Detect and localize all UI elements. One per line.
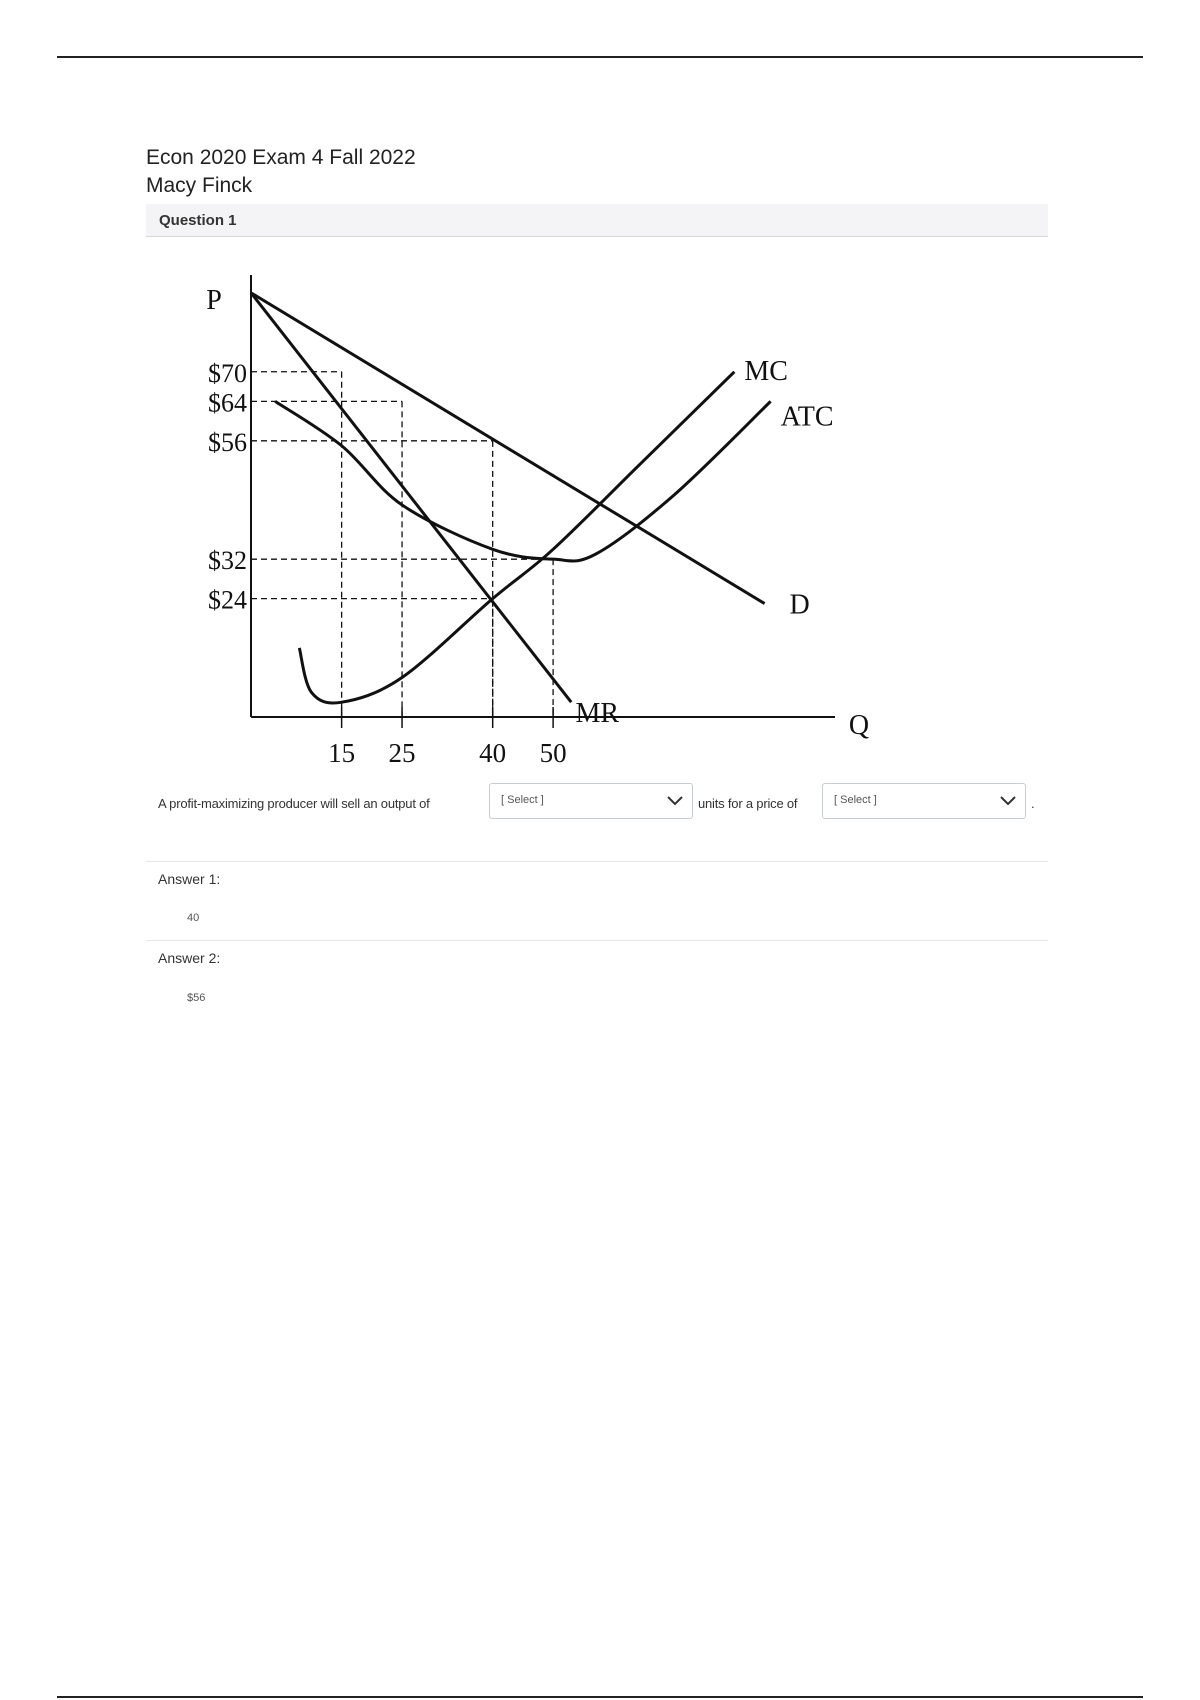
x-tick-label: 25	[388, 738, 416, 768]
y-tick-label: $70	[208, 358, 247, 388]
atc-curve	[275, 401, 770, 561]
guide-lines	[251, 372, 553, 717]
x-tick-label: 15	[328, 738, 356, 768]
axis-labels	[206, 285, 869, 768]
mc-curve	[299, 372, 734, 703]
document-title: Econ 2020 Exam 4 Fall 2022	[146, 146, 416, 169]
chevron-down-icon	[999, 794, 1017, 808]
y-axis-title: P	[206, 285, 222, 316]
x-tick-label: 50	[539, 738, 567, 768]
divider	[146, 861, 1048, 862]
mr-label: MR	[575, 698, 620, 730]
answer-2-label: Answer 2:	[158, 950, 221, 966]
y-tick-label: $24	[208, 585, 247, 615]
question-prompt	[158, 783, 1048, 823]
prompt-text-middle: units for a price of	[698, 796, 798, 811]
prompt-text-before: A profit-maximizing producer will sell an output of	[158, 796, 430, 811]
divider	[146, 940, 1048, 941]
output-select[interactable]	[489, 783, 693, 819]
cost-revenue-graph	[190, 270, 890, 780]
curves	[251, 293, 771, 703]
answer-1-value: 40	[187, 912, 200, 924]
price-select-value: [ Select ]	[834, 794, 877, 806]
axes	[251, 275, 835, 728]
x-axis-title: Q	[848, 710, 870, 741]
price-select[interactable]	[822, 783, 1026, 819]
answer-2-value: $56	[187, 992, 206, 1004]
mr-curve	[251, 293, 571, 702]
question-header-label: Question 1	[159, 212, 237, 229]
output-select-value: [ Select ]	[501, 794, 544, 806]
prompt-text-end: .	[1031, 796, 1035, 811]
y-tick-label: $64	[208, 388, 247, 418]
top-rule	[57, 56, 1143, 58]
document-author: Macy Finck	[146, 174, 253, 197]
x-tick-label: 40	[479, 738, 507, 768]
chevron-down-icon	[666, 794, 684, 808]
d-curve	[251, 293, 765, 604]
question-header	[146, 204, 1048, 237]
y-tick-label: $32	[208, 546, 247, 576]
answer-1-label: Answer 1:	[158, 871, 221, 887]
d-label: D	[789, 589, 810, 621]
bottom-rule	[57, 1696, 1143, 1698]
mc-label: MC	[744, 355, 788, 387]
y-tick-label: $56	[208, 427, 247, 457]
atc-label: ATC	[780, 401, 834, 433]
